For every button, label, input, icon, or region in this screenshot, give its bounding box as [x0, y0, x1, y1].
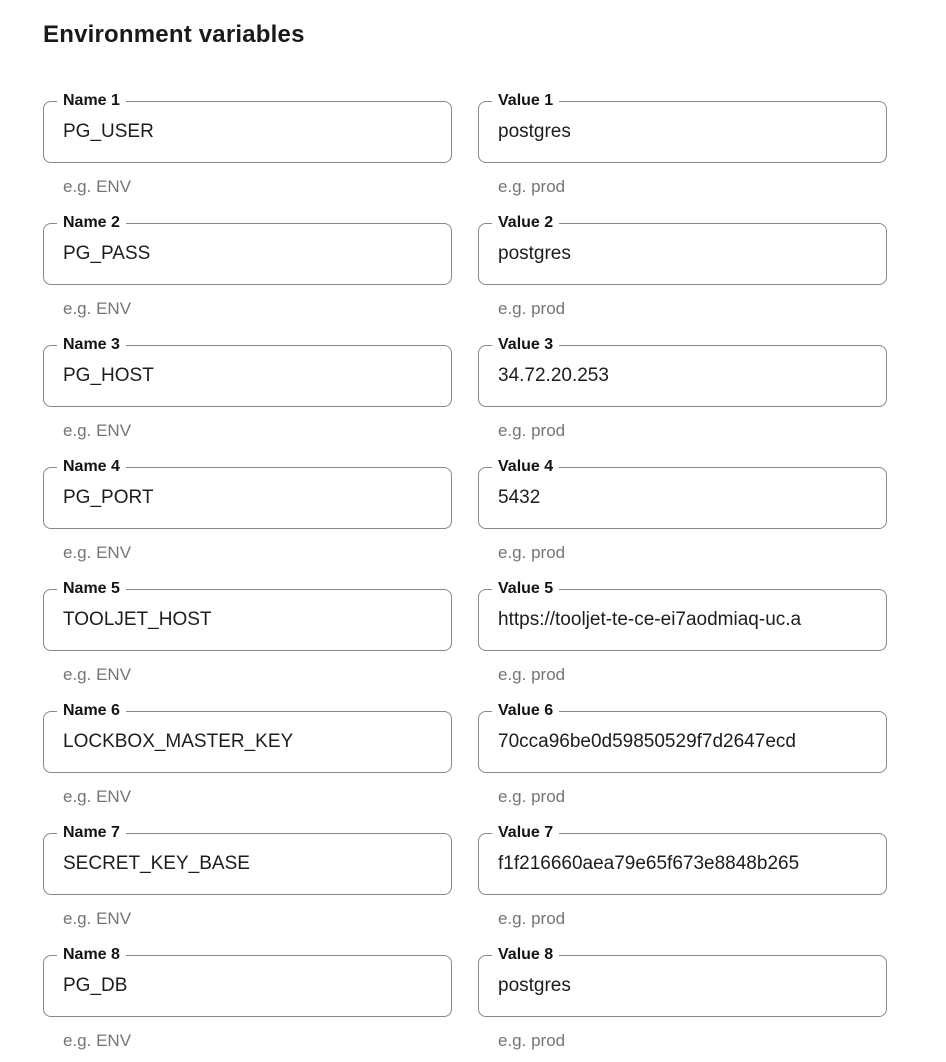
- name-field-label: Name 8: [57, 946, 126, 964]
- value-input[interactable]: [498, 609, 877, 631]
- name-helper-text: e.g. ENV: [63, 543, 132, 562]
- env-var-value-column: [478, 702, 887, 807]
- name-field[interactable]: [43, 336, 452, 407]
- env-var-name-column: [43, 336, 452, 441]
- env-var-row: [43, 946, 946, 1051]
- value-field-label: Value 1: [492, 92, 559, 110]
- env-var-value-column: [478, 580, 887, 685]
- value-field[interactable]: [478, 458, 887, 529]
- name-field-label: Name 2: [57, 214, 126, 232]
- env-var-name-column: [43, 824, 452, 929]
- env-var-row: [43, 458, 946, 563]
- env-var-value-column: [478, 946, 887, 1051]
- value-field[interactable]: [478, 580, 887, 651]
- name-input[interactable]: [63, 853, 442, 875]
- value-helper-text: e.g. prod: [498, 665, 566, 684]
- env-var-row: [43, 580, 946, 685]
- name-field[interactable]: [43, 946, 452, 1017]
- value-input[interactable]: [498, 975, 877, 997]
- name-input[interactable]: [63, 243, 442, 265]
- value-field[interactable]: [478, 92, 887, 163]
- env-var-row: [43, 336, 946, 441]
- name-input[interactable]: [63, 731, 442, 753]
- name-input[interactable]: [63, 975, 442, 997]
- value-field-label: Value 4: [492, 458, 559, 476]
- env-var-value-column: [478, 336, 887, 441]
- env-var-list: [43, 92, 946, 1051]
- name-input[interactable]: [63, 121, 442, 143]
- value-input[interactable]: [498, 853, 877, 875]
- value-helper-text: e.g. prod: [498, 543, 566, 562]
- env-var-name-column: [43, 458, 452, 563]
- name-helper-text: e.g. ENV: [63, 299, 132, 318]
- name-field-label: Name 4: [57, 458, 126, 476]
- env-var-row: [43, 702, 946, 807]
- value-field[interactable]: [478, 824, 887, 895]
- value-helper-text: e.g. prod: [498, 421, 566, 440]
- value-field-label: Value 7: [492, 824, 559, 842]
- name-helper-text: e.g. ENV: [63, 177, 132, 196]
- name-field-label: Name 7: [57, 824, 126, 842]
- value-helper-text: e.g. prod: [498, 177, 566, 196]
- value-field[interactable]: [478, 702, 887, 773]
- name-helper-text: e.g. ENV: [63, 787, 132, 806]
- name-helper-text: e.g. ENV: [63, 665, 132, 684]
- value-helper-text: e.g. prod: [498, 299, 566, 318]
- value-field-label: Value 2: [492, 214, 559, 232]
- value-helper-text: e.g. prod: [498, 1031, 566, 1050]
- name-field[interactable]: [43, 214, 452, 285]
- name-input[interactable]: [63, 365, 442, 387]
- value-field-label: Value 8: [492, 946, 559, 964]
- env-var-name-column: [43, 580, 452, 685]
- value-input[interactable]: [498, 121, 877, 143]
- name-field-label: Name 5: [57, 580, 126, 598]
- env-var-row: [43, 92, 946, 197]
- value-field[interactable]: [478, 946, 887, 1017]
- name-helper-text: e.g. ENV: [63, 421, 132, 440]
- value-field-label: Value 6: [492, 702, 559, 720]
- name-field[interactable]: [43, 92, 452, 163]
- name-field[interactable]: [43, 824, 452, 895]
- name-input[interactable]: [63, 487, 442, 509]
- name-field[interactable]: [43, 580, 452, 651]
- value-input[interactable]: [498, 487, 877, 509]
- env-var-value-column: [478, 458, 887, 563]
- value-input[interactable]: [498, 731, 877, 753]
- env-var-value-column: [478, 214, 887, 319]
- name-input[interactable]: [63, 609, 442, 631]
- env-var-row: [43, 214, 946, 319]
- value-field-label: Value 5: [492, 580, 559, 598]
- value-input[interactable]: [498, 243, 877, 265]
- value-field[interactable]: [478, 336, 887, 407]
- env-var-name-column: [43, 214, 452, 319]
- name-field[interactable]: [43, 458, 452, 529]
- name-field-label: Name 6: [57, 702, 126, 720]
- value-helper-text: e.g. prod: [498, 787, 566, 806]
- value-field-label: Value 3: [492, 336, 559, 354]
- env-var-row: [43, 824, 946, 929]
- env-var-value-column: [478, 92, 887, 197]
- name-helper-text: e.g. ENV: [63, 909, 132, 928]
- env-var-name-column: [43, 92, 452, 197]
- value-field[interactable]: [478, 214, 887, 285]
- value-helper-text: e.g. prod: [498, 909, 566, 928]
- name-field-label: Name 3: [57, 336, 126, 354]
- name-field[interactable]: [43, 702, 452, 773]
- name-helper-text: e.g. ENV: [63, 1031, 132, 1050]
- value-input[interactable]: [498, 365, 877, 387]
- name-field-label: Name 1: [57, 92, 126, 110]
- env-var-name-column: [43, 946, 452, 1051]
- page-title: Environment variables: [43, 21, 305, 48]
- env-var-value-column: [478, 824, 887, 929]
- env-var-name-column: [43, 702, 452, 807]
